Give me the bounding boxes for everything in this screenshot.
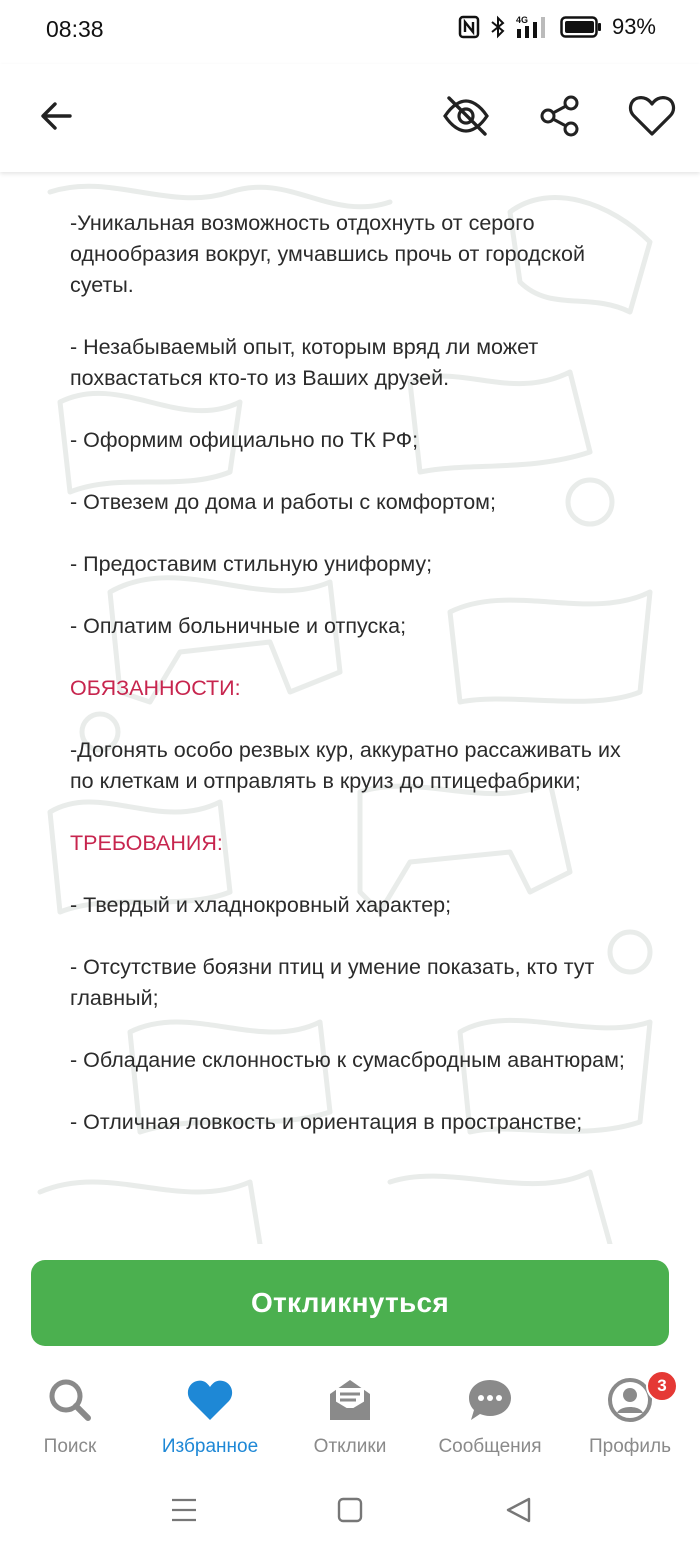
- eye-off-icon: [441, 94, 491, 143]
- back-nav-button[interactable]: [502, 1496, 534, 1528]
- top-toolbar: [0, 64, 700, 172]
- bottom-navigation: [0, 1366, 700, 1466]
- description-paragraph: - Предоставим стильную униформу;: [70, 552, 433, 576]
- description-paragraph: - Незабываемый опыт, которым вряд ли может похвастаться кто-то из Ваших друзей.: [70, 335, 539, 390]
- triangle-back-icon: [505, 1497, 531, 1528]
- back-button[interactable]: [32, 94, 80, 142]
- requirement-item: - Обладание склонностью к сумасбродным авантюрам;: [70, 1048, 625, 1072]
- nav-label-favorites: Избранное: [161, 1436, 259, 1457]
- description-paragraph: - Отвезем до дома и работы с комфортом;: [70, 490, 496, 514]
- signal-icon: [516, 14, 550, 40]
- user-icon: [606, 1376, 667, 1424]
- hide-vacancy-button[interactable]: [442, 94, 490, 142]
- nav-label-responses: Отклики: [313, 1436, 387, 1457]
- battery-percent: 93%: [611, 14, 656, 39]
- menu-icon: [170, 1497, 198, 1528]
- description-paragraph: - Оформим официально по ТК РФ;: [70, 428, 419, 452]
- battery-icon: [560, 16, 602, 38]
- description-paragraph: - Оплатим больничные и отпуска;: [70, 614, 407, 638]
- square-icon: [337, 1497, 363, 1528]
- bluetooth-icon: [490, 15, 506, 39]
- favorite-button[interactable]: [628, 94, 676, 142]
- network-type: 4G: [515, 15, 528, 25]
- heart-outline-icon: [628, 94, 676, 143]
- status-bar: [0, 0, 700, 64]
- duty-item: -Догонять особо резвых кур, аккуратно рассаживать их по клеткам и отправлять в круиз до птицефабрики;: [70, 738, 621, 793]
- arrow-left-icon: [36, 96, 76, 141]
- status-icons: [458, 14, 656, 40]
- nav-item-responses[interactable]: [280, 1366, 420, 1458]
- notification-badge: 3: [646, 1370, 678, 1402]
- nav-label-search: Поиск: [43, 1436, 97, 1457]
- requirement-item: - Отсутствие боязни птиц и умение показать, кто тут главный;: [70, 955, 595, 1010]
- nfc-icon: [458, 15, 480, 39]
- nav-item-search[interactable]: [0, 1366, 140, 1458]
- search-icon: [46, 1376, 94, 1424]
- nav-label-profile: Профиль: [588, 1436, 672, 1457]
- requirement-item: - Отличная ловкость и ориентация в пространстве;: [70, 1110, 583, 1134]
- vacancy-description[interactable]: [30, 172, 670, 1244]
- requirements-heading: ТРЕБОВАНИЯ:: [70, 831, 223, 855]
- description-text: [70, 208, 630, 1169]
- system-navigation-bar: [0, 1480, 700, 1544]
- heart-icon: [186, 1376, 234, 1424]
- description-paragraph: -Уникальная возможность отдохнуть от серого однообразия вокруг, умчавшись прочь от городской суеты.: [70, 211, 585, 297]
- nav-label-messages: Сообщения: [438, 1436, 542, 1457]
- apply-button[interactable]: Откликнуться: [31, 1260, 669, 1346]
- nav-item-profile[interactable]: [560, 1366, 700, 1458]
- menu-button[interactable]: [168, 1496, 200, 1528]
- nav-item-messages[interactable]: [420, 1366, 560, 1458]
- status-time: 08:38: [46, 16, 104, 42]
- nav-item-favorites[interactable]: [140, 1366, 280, 1458]
- chat-icon: [466, 1376, 514, 1424]
- requirement-item: - Твердый и хладнокровный характер;: [70, 893, 452, 917]
- duties-heading: ОБЯЗАННОСТИ:: [70, 676, 241, 700]
- share-button[interactable]: [536, 94, 584, 142]
- envelope-icon: [326, 1376, 374, 1424]
- share-icon: [538, 94, 582, 143]
- home-button[interactable]: [334, 1496, 366, 1528]
